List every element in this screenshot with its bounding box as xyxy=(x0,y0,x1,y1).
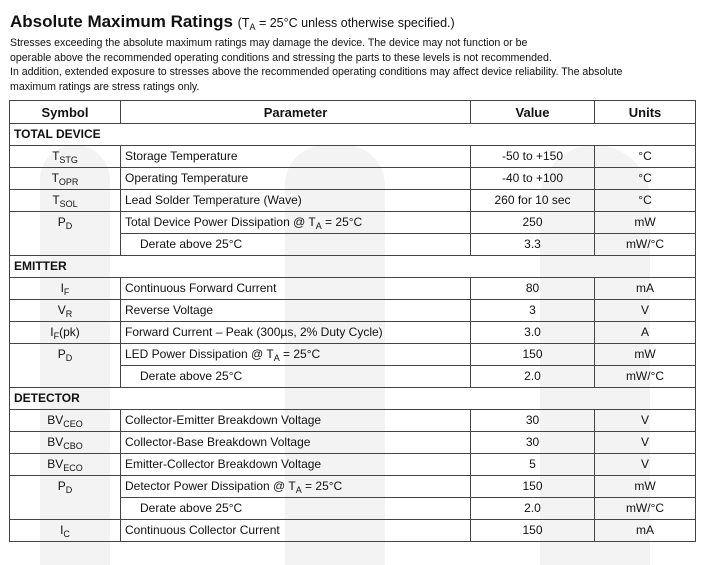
symbol-main: V xyxy=(57,303,66,317)
parameter-cell: Lead Solder Temperature (Wave) xyxy=(121,190,471,212)
parameter-sub: A xyxy=(273,353,280,363)
unit-cell: mW xyxy=(595,212,696,234)
symbol-cell xyxy=(10,146,121,168)
column-header: Value xyxy=(471,101,595,124)
value-cell: 250 xyxy=(471,212,595,234)
parameter-post: = 25°C xyxy=(321,215,363,229)
unit-cell: V xyxy=(595,454,696,476)
unit-cell: °C xyxy=(595,146,696,168)
parameter-cell: Operating Temperature xyxy=(121,168,471,190)
parameter-cell: Derate above 25°C xyxy=(121,366,471,388)
value-cell: 3 xyxy=(471,300,595,322)
column-header: Parameter xyxy=(121,101,471,124)
parameter-cell: Collector-Emitter Breakdown Voltage xyxy=(121,410,471,432)
table-row xyxy=(10,322,696,344)
value-cell: 260 for 10 sec xyxy=(471,190,595,212)
value-cell: -40 to +100 xyxy=(471,168,595,190)
value-cell: -50 to +150 xyxy=(471,146,595,168)
symbol-main: P xyxy=(57,347,66,361)
unit-cell: °C xyxy=(595,168,696,190)
table-row xyxy=(10,212,696,234)
table-row xyxy=(10,190,696,212)
value-cell: 150 xyxy=(471,344,595,366)
parameter-cell xyxy=(121,476,471,498)
symbol-cell xyxy=(10,300,121,322)
page-title xyxy=(10,12,704,33)
value-cell: 80 xyxy=(471,278,595,300)
title-condition xyxy=(238,16,455,30)
table-row xyxy=(10,278,696,300)
table-row xyxy=(10,168,696,190)
symbol-main: P xyxy=(57,479,66,493)
value-cell: 150 xyxy=(471,476,595,498)
condition-post: = 25°C unless otherwise specified.) xyxy=(255,16,455,30)
value-cell: 2.0 xyxy=(471,498,595,520)
unit-cell: mW/°C xyxy=(595,234,696,256)
table-body xyxy=(10,124,696,542)
symbol-cell xyxy=(10,432,121,454)
unit-cell: V xyxy=(595,300,696,322)
symbol-main: T xyxy=(52,149,60,163)
symbol-cell xyxy=(10,520,121,542)
symbol-sub: OPR xyxy=(58,177,79,187)
unit-cell: mW/°C xyxy=(595,498,696,520)
symbol-main: BV xyxy=(47,457,64,471)
value-cell: 30 xyxy=(471,410,595,432)
value-cell: 5 xyxy=(471,454,595,476)
section-title: EMITTER xyxy=(10,256,696,278)
parameter-cell xyxy=(121,344,471,366)
symbol-main: BV xyxy=(47,413,64,427)
parameter-cell: Continuous Forward Current xyxy=(121,278,471,300)
symbol-cell xyxy=(10,344,121,388)
table-header-row xyxy=(10,101,696,124)
ratings-table xyxy=(9,100,696,542)
symbol-main: T xyxy=(52,193,60,207)
table-row xyxy=(10,454,696,476)
symbol-main: P xyxy=(57,215,66,229)
parameter-cell: Continuous Collector Current xyxy=(121,520,471,542)
section-title: DETECTOR xyxy=(10,388,696,410)
header xyxy=(0,0,704,94)
symbol-main: I xyxy=(60,281,64,295)
table-row xyxy=(10,300,696,322)
unit-cell: A xyxy=(595,322,696,344)
section-title: TOTAL DEVICE xyxy=(10,124,696,146)
symbol-sub: D xyxy=(65,353,73,363)
description xyxy=(10,36,704,94)
parameter-post: = 25°C xyxy=(301,479,343,493)
parameter-post: = 25°C xyxy=(279,347,321,361)
unit-cell: mW/°C xyxy=(595,366,696,388)
value-cell: 3.0 xyxy=(471,322,595,344)
unit-cell: V xyxy=(595,432,696,454)
title-text: Absolute Maximum Ratings xyxy=(10,12,233,31)
parameter-sub: A xyxy=(315,221,322,231)
parameter-cell: Derate above 25°C xyxy=(121,234,471,256)
symbol-sub: STG xyxy=(59,155,78,165)
symbol-cell xyxy=(10,322,121,344)
value-cell: 2.0 xyxy=(471,366,595,388)
unit-cell: mA xyxy=(595,520,696,542)
unit-cell: mW xyxy=(595,476,696,498)
column-header: Units xyxy=(595,101,696,124)
symbol-sub: F xyxy=(53,331,60,341)
symbol-cell xyxy=(10,476,121,520)
section-row xyxy=(10,124,696,146)
symbol-sub: F xyxy=(63,287,70,297)
table-row xyxy=(10,344,696,366)
symbol-sub: CBO xyxy=(63,441,83,451)
symbol-cell xyxy=(10,190,121,212)
symbol-sub: R xyxy=(65,309,73,319)
parameter-cell: Storage Temperature xyxy=(121,146,471,168)
symbol-cell xyxy=(10,278,121,300)
symbol-main: I xyxy=(50,325,54,339)
symbol-sub: SOL xyxy=(59,199,78,209)
parameter-pre: LED Power Dissipation @ T xyxy=(125,347,274,361)
unit-cell: °C xyxy=(595,190,696,212)
description-line: In addition, extended exposure to stresses above the recommended operating conditions may affect device reliability. The absolute xyxy=(10,66,623,78)
symbol-main: BV xyxy=(47,435,64,449)
parameter-pre: Total Device Power Dissipation @ T xyxy=(125,215,316,229)
column-header: Symbol xyxy=(10,101,121,124)
parameter-cell: Forward Current – Peak (300µs, 2% Duty Cycle) xyxy=(121,322,471,344)
symbol-cell xyxy=(10,410,121,432)
parameter-cell xyxy=(121,212,471,234)
symbol-cell xyxy=(10,454,121,476)
table-row xyxy=(10,476,696,498)
parameter-cell: Collector-Base Breakdown Voltage xyxy=(121,432,471,454)
condition-sub: A xyxy=(249,22,256,32)
parameter-cell: Reverse Voltage xyxy=(121,300,471,322)
symbol-main: I xyxy=(60,523,64,537)
symbol-cell xyxy=(10,168,121,190)
description-line: operable above the recommended operating conditions and stressing the parts to these levels is not recommended. xyxy=(10,51,552,64)
description-line: maximum ratings are stress ratings only. xyxy=(10,80,200,93)
section-row xyxy=(10,388,696,410)
symbol-sub: D xyxy=(65,221,73,231)
value-cell: 30 xyxy=(471,432,595,454)
table-row xyxy=(10,520,696,542)
parameter-pre: Detector Power Dissipation @ T xyxy=(125,479,296,493)
table-row xyxy=(10,410,696,432)
symbol-sub: ECO xyxy=(63,463,83,473)
condition-pre: (T xyxy=(237,16,250,30)
value-cell: 3.3 xyxy=(471,234,595,256)
symbol-main: T xyxy=(51,171,59,185)
symbol-sub: C xyxy=(63,529,70,539)
unit-cell: mW xyxy=(595,344,696,366)
symbol-sub: CEO xyxy=(63,419,83,429)
section-row xyxy=(10,256,696,278)
symbol-post: (pk) xyxy=(59,325,80,339)
symbol-cell xyxy=(10,212,121,256)
table-row xyxy=(10,432,696,454)
table-row xyxy=(10,146,696,168)
value-cell: 150 xyxy=(471,520,595,542)
parameter-cell: Derate above 25°C xyxy=(121,498,471,520)
symbol-sub: D xyxy=(65,485,73,495)
parameter-sub: A xyxy=(295,485,302,495)
parameter-cell: Emitter-Collector Breakdown Voltage xyxy=(121,454,471,476)
description-line: Stresses exceeding the absolute maximum ratings may damage the device. The device may not function or be xyxy=(10,37,528,49)
unit-cell: mA xyxy=(595,278,696,300)
unit-cell: V xyxy=(595,410,696,432)
